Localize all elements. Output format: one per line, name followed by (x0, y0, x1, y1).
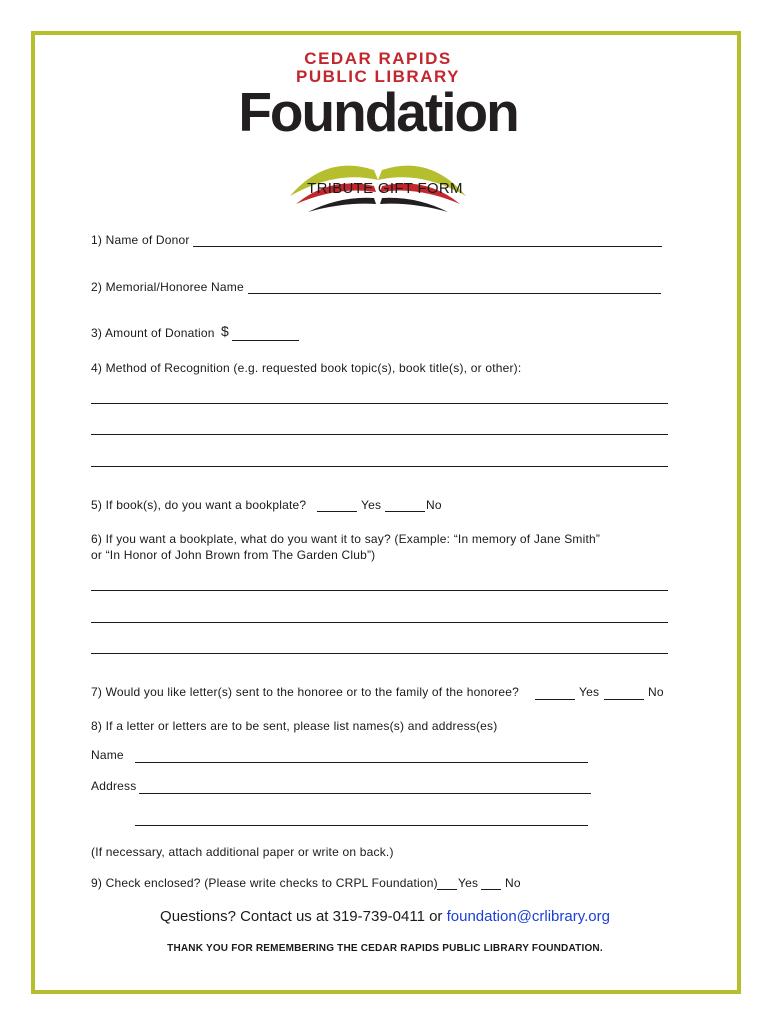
letter-no-label: No (648, 685, 664, 699)
recipient-name-field[interactable] (135, 762, 588, 763)
bookplate-text-question-line-1: 6) If you want a bookplate, what do you want it to say? (Example: “In memory of Jane Smith” (91, 532, 601, 546)
recipient-name-label: Name (91, 748, 124, 762)
check-no-label: No (505, 876, 521, 890)
foundation-email-link[interactable]: foundation@crlibrary.org (446, 908, 610, 925)
bookplate-question: 5) If book(s), do you want a bookplate? (91, 498, 307, 512)
bookplate-no-field[interactable] (385, 511, 425, 512)
bookplate-yes-label: Yes (361, 498, 382, 512)
logo-line-public-library: PUBLIC LIBRARY (296, 67, 460, 86)
bookplate-yes-field[interactable] (317, 511, 357, 512)
check-yes-label: Yes (458, 876, 479, 890)
recipient-address-label: Address (91, 779, 137, 793)
letter-question: 7) Would you like letter(s) sent to the honoree or to the family of the honoree? (91, 685, 520, 699)
logo-line-cedar-rapids: CEDAR RAPIDS (304, 49, 452, 68)
recognition-line-2[interactable] (91, 434, 668, 435)
bookplate-text-line-3[interactable] (91, 653, 668, 654)
letter-no-field[interactable] (604, 699, 644, 700)
recognition-method-label: 4) Method of Recognition (e.g. requested book topic(s), book title(s), or other): (91, 361, 522, 375)
donor-name-label: 1) Name of Donor (91, 233, 190, 247)
bookplate-text-question-line-2: or “In Honor of John Brown from The Garden Club”) (91, 548, 376, 562)
form-title: TRIBUTE GIFT FORM (307, 180, 463, 197)
questions-contact (0, 908, 770, 925)
bookplate-text-line-2[interactable] (91, 622, 668, 623)
donor-name-field[interactable] (193, 246, 662, 247)
donation-amount-label: 3) Amount of Donation (91, 326, 215, 340)
open-book-icon (286, 140, 470, 216)
logo-wordmark-foundation: Foundation (238, 81, 518, 143)
letter-recipients-label: 8) If a letter or letters are to be sent, please list names(s) and address(es) (91, 719, 498, 733)
foundation-logo (238, 48, 518, 176)
recognition-line-1[interactable] (91, 403, 668, 404)
letter-yes-label: Yes (579, 685, 600, 699)
letter-yes-field[interactable] (535, 699, 575, 700)
recognition-line-3[interactable] (91, 466, 668, 467)
recipient-address-field-1[interactable] (139, 793, 591, 794)
bookplate-no-label: No (426, 498, 442, 512)
donation-amount-field[interactable] (232, 340, 299, 341)
check-enclosed-question: 9) Check enclosed? (Please write checks to CRPL Foundation) (91, 876, 438, 890)
recipient-address-field-2[interactable] (135, 825, 588, 826)
bookplate-text-line-1[interactable] (91, 590, 668, 591)
currency-symbol: $ (221, 323, 229, 339)
questions-text: Questions? Contact us at 319-739-0411 or (160, 908, 443, 925)
honoree-name-field[interactable] (248, 293, 661, 294)
additional-paper-note: (If necessary, attach additional paper or write on back.) (91, 845, 394, 859)
check-no-field[interactable] (481, 889, 501, 890)
honoree-name-label: 2) Memorial/Honoree Name (91, 280, 244, 294)
check-yes-field[interactable] (437, 889, 457, 890)
thank-you-note: THANK YOU FOR REMEMBERING THE CEDAR RAPIDS PUBLIC LIBRARY FOUNDATION. (167, 943, 603, 954)
